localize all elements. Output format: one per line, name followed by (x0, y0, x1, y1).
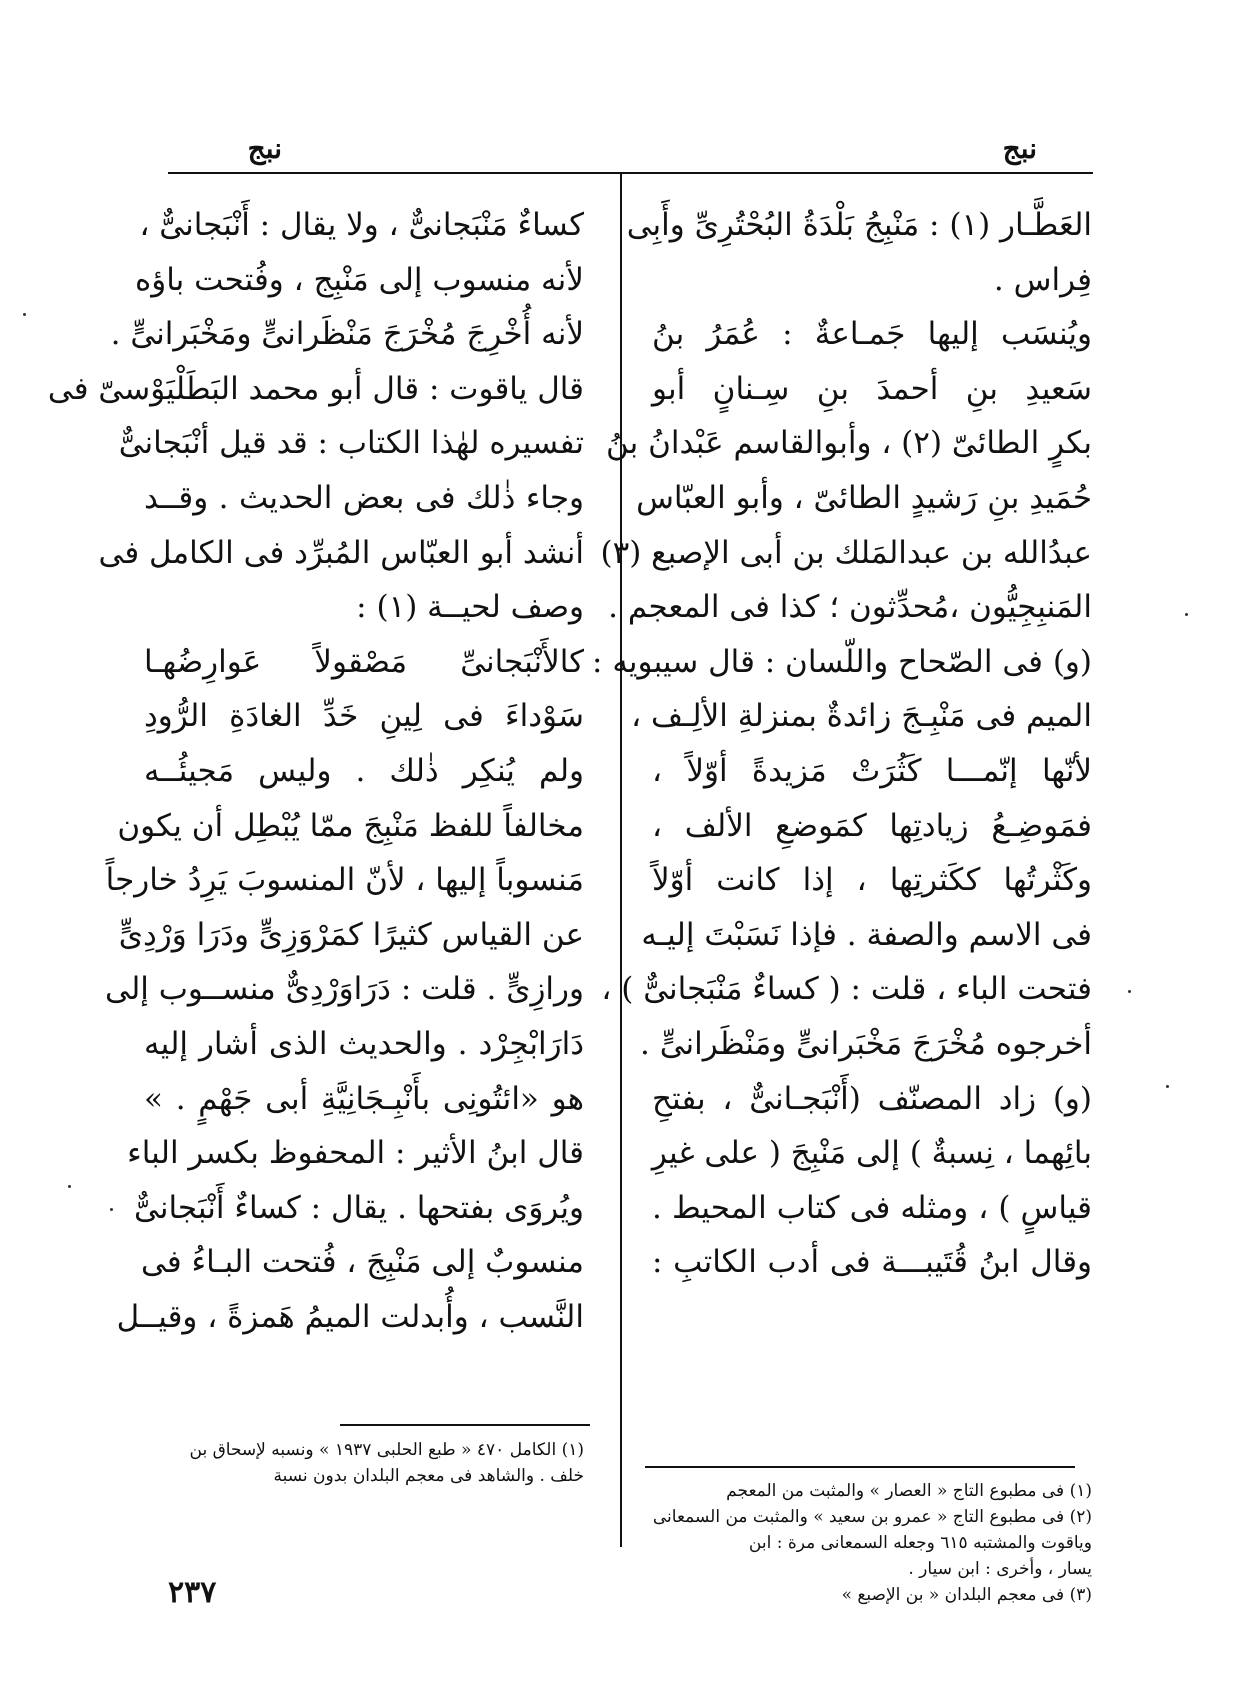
footnote-line: خلف . والشاهد فى معجم البلدان بدون نسبة (273, 1466, 584, 1486)
footnote-rule-right (645, 1466, 1075, 1468)
text-line: العَطَّـار (١) : مَنْبِجُ بَلْدَةُ البُحْتُرِىِّ وأَبِى (626, 207, 1092, 243)
text-line: قال ياقوت : قال أبو محمد البَطَلْيَوْسىّ فى (47, 370, 584, 407)
footnote-line: (٣) فى معجم البلدان « بن الإصبع » (841, 1585, 1092, 1605)
footnotes-right (652, 1478, 1092, 1608)
scan-speck (68, 1185, 71, 1188)
footnote-line: (٢) فى مطبوع التاج « عمرو بن سعيد » والمثبت من السمعانى (652, 1507, 1092, 1527)
text-line: النَّسب ، وأُبدلت الميمُ هَمزةً ، وقيــل (116, 1298, 584, 1335)
text-line: وجاء ذٰلك فى بعض الحديث . وقــد (144, 479, 584, 516)
text-line: لأنه منسوب إلى مَنْبِج ، وفُتحت باؤه (135, 261, 584, 298)
text-line: أخرجوه مُخْرَجَ مَخْبَرانىٍّ ومَنْظَرانىٍّ . (640, 1025, 1092, 1062)
text-line: أنشد أبو العبّاس المُبرِّد فى الكامل فى (98, 534, 584, 571)
footnote-line: (١) الكامل ٤٧٠ « طبع الحلبى ١٩٣٧ » ونسبه لإسحاق بن (189, 1440, 584, 1460)
text-line: (و) زاد المصنّف (أَنْبَجـانىٌّ ، بفتحِ (652, 1080, 1092, 1117)
text-line: بائِهما ، نِسبةٌ ) إلى مَنْبِجَ ( على غيرِ (651, 1135, 1092, 1172)
scan-speck (1185, 613, 1188, 616)
text-line: منسوبٌ إلى مَنْبِجَ ، فُتحت البـاءُ فى (141, 1244, 584, 1281)
text-line: المَنبِجِيُّون ،مُحدِّثون ؛ كذا فى المعجم . (608, 589, 1092, 626)
footnote-line: وياقوت والمشتبه ٦١٥ وجعله السمعانى مرة : ابن (748, 1533, 1092, 1553)
text-line: الميم فى مَنْبِـجَ زائدةٌ بمنزلةِ الألِـف ، (631, 698, 1092, 735)
text-line: قياسٍ ) ، ومثله فى كتاب المحيط . (652, 1189, 1092, 1226)
scan-speck (110, 1208, 113, 1211)
text-line: مخالفاً للفظ مَنْبِجَ ممّا يُبْطِل أن يكون (117, 807, 584, 844)
text-line: بكرٍ الطائىّ (٢) ، وأبوالقاسم عَبْدانُ بنُ (606, 425, 1092, 462)
running-header-right: نبج (1002, 132, 1037, 165)
text-line: فِراس . (993, 261, 1092, 298)
text-line: فى الاسم والصفة . فإذا نَسَبْتَ إليـه (641, 916, 1092, 953)
text-line: هو «ائتُونِى بأَنْبِـجَانِيَّةِ أبى جَهْمٍ . » (144, 1080, 584, 1117)
verse-line: كالأَنْبَجانىِّ مَصْقولاً عَوارِضُهـا (144, 643, 584, 680)
column-divider (620, 172, 622, 1547)
text-line: كساءٌ مَنْبَجانىٌّ ، ولا يقال : أَنْبَجانىٌّ ، (139, 207, 584, 243)
footnote-line: (١) فى مطبوع التاج « العصار » والمثبت من المعجم (726, 1481, 1092, 1501)
right-column (592, 198, 1092, 1290)
text-line: فتحت الباء ، قلت : ( كساءٌ مَنْبَجانىٌّ ) ، (601, 971, 1092, 1008)
text-line: لأنّها إنّمـــا كَثُرَتْ مَزيدةً أوّلاً ، (652, 752, 1092, 789)
text-line: قال ابنُ الأثير : المحفوظ بكسر الباء (127, 1135, 584, 1172)
text-line: ويُروَى بفتحها . يقال : كساءٌ أَنْبَجانىٌّ (134, 1189, 584, 1226)
page-number: ٢٣٧ (168, 1575, 217, 1610)
scan-speck (1166, 1085, 1169, 1088)
text-line: لأنه أُخْرِجَ مُخْرَجَ مَنْظَرانىٍّ ومَخْبَرانىٍّ . (110, 316, 584, 353)
text-line: دَارَابْجِرْد . والحديث الذى أشار إليه (144, 1025, 584, 1062)
text-line: سَعيدِ بنِ أحمدَ بنِ سِـنانٍ أبو (652, 370, 1092, 407)
text-line: مَنسوباً إليها ، لأنّ المنسوبَ يَرِدُ خارجاً (105, 862, 584, 899)
scan-speck (1128, 990, 1131, 993)
verse-line: سَوْداءَ فى لِينِ خَدِّ الغادَةِ الرُّودِ (144, 698, 584, 735)
text-line: وكَثْرتُها ككَثرتِها ، إذا كانت أوّلاً (652, 862, 1092, 899)
footnotes-left (144, 1437, 584, 1489)
text-line: وصف لحيــة (١) : (356, 589, 584, 626)
text-line: فمَوضِـعُ زيادتِها كمَوضعِ الألف ، (652, 807, 1092, 844)
footnote-line: يسار ، وأخرى : ابن سيار . (908, 1559, 1092, 1579)
left-column (47, 198, 584, 1344)
text-line: (و) فى الصّحاح واللّسان : قال سيبويه : (592, 643, 1092, 680)
scan-speck (23, 313, 26, 316)
text-line: ولم يُنكِر ذٰلك . وليس مَجيئُــه (144, 752, 584, 789)
header-rule (168, 172, 1093, 174)
text-line: وقال ابنُ قُتَيبـــة فى أدب الكاتبِ : (652, 1244, 1092, 1281)
text-line: ورازِىٍّ . قلت : دَرَاوَرْدِىٌّ منســوب إلى (104, 971, 584, 1008)
text-line: عبدُالله بن عبدالمَلك بن أبى الإصبع (٣) (600, 534, 1092, 571)
text-line: عن القياس كثيرًا كمَرْوَزِىٍّ ودَرَا وَرْدِىٍّ (118, 916, 584, 953)
text-line: ويُنسَب إليها جَمـاعةٌ : عُمَرُ بنُ (652, 316, 1092, 353)
text-line: تفسيره لهٰذا الكتاب : قد قيل أنْبَجانىٌّ (118, 425, 584, 462)
text-line: حُمَيدِ بنِ رَشيدٍ الطائىّ ، وأبو العبّاس (636, 479, 1092, 516)
footnote-rule-left (340, 1424, 590, 1426)
running-header-left: نبج (247, 132, 282, 165)
